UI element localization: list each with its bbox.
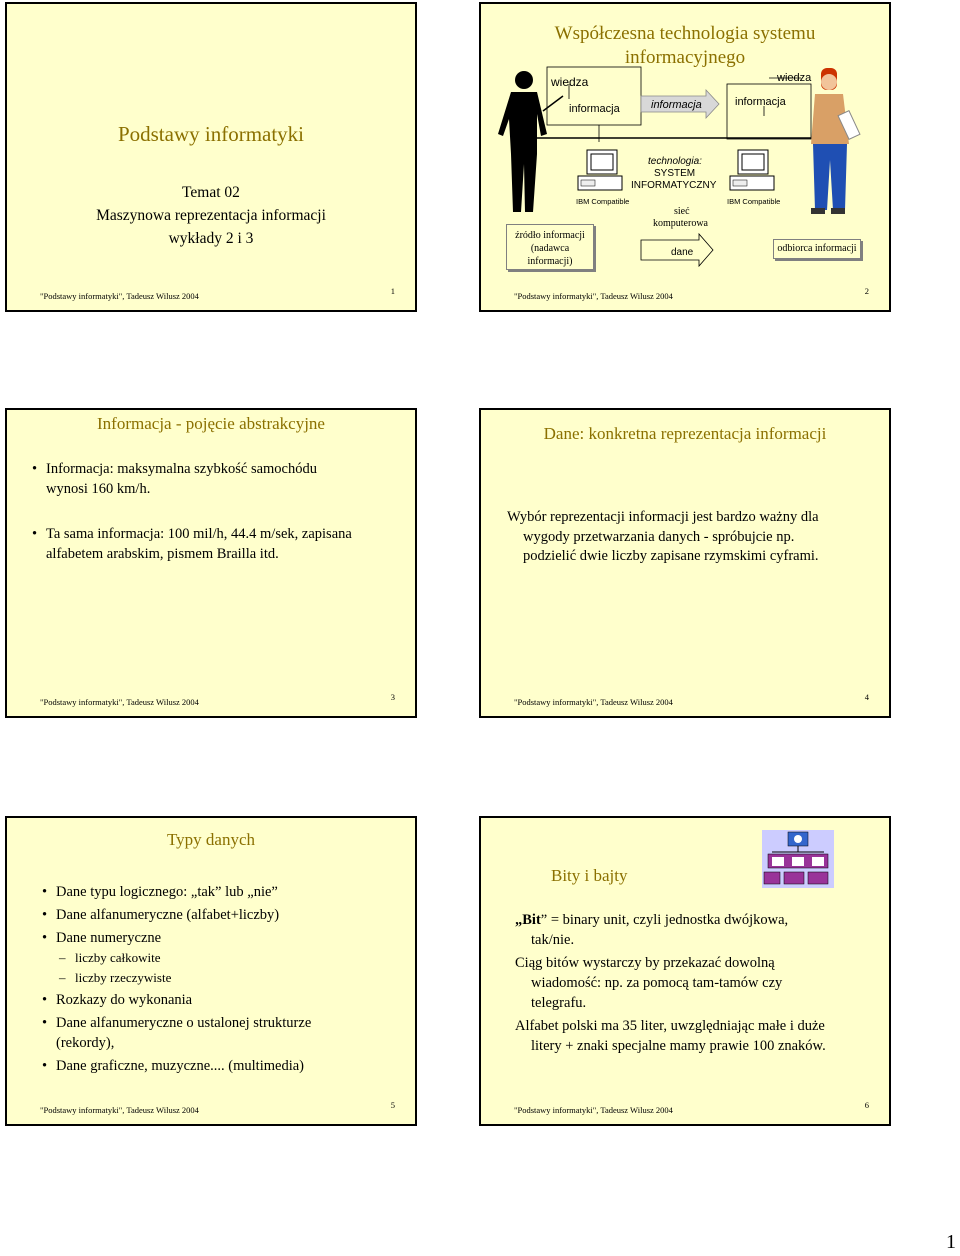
title-line: informacyjnego — [624, 47, 746, 68]
label-informacja-right: informacja — [735, 96, 786, 108]
bullet-item: • Dane alfanumeryczne (alfabet+liczby) — [39, 905, 311, 925]
label-technologia: technologia: — [648, 156, 702, 167]
slide-subtitle — [7, 181, 415, 250]
label-informatyczny: INFORMATYCZNY — [631, 180, 717, 191]
network-bits-icon — [762, 830, 834, 888]
slide-footer: "Podstawy informatyki", Tadeusz Wilusz 2004 — [40, 291, 199, 301]
bullet-item: • Dane typu logicznego: „tak” lub „nie” — [39, 882, 311, 902]
slide-body — [515, 910, 826, 1056]
text: Informacja: maksymalna szybkość samochódu — [46, 461, 317, 477]
slide-footer: "Podstawy informatyki", Tadeusz Wilusz 2004 — [40, 1105, 199, 1115]
label-siec: sieć — [674, 206, 690, 217]
bullet-item — [39, 1013, 311, 1053]
slide-number: 2 — [864, 286, 869, 296]
source-box — [506, 224, 594, 270]
receiver-figure — [811, 68, 860, 214]
sub-bullet-item: – liczby rzeczywiste — [39, 968, 311, 988]
slide-footer: "Podstawy informatyki", Tadeusz Wilusz 2004 — [514, 1105, 673, 1115]
bullet-item — [29, 460, 352, 499]
label-informacja-left: informacja — [569, 103, 620, 115]
bullet-list — [29, 460, 352, 564]
topic-line: Temat 02 — [182, 184, 240, 201]
topic-line: wykłady 2 i 3 — [168, 230, 254, 247]
body-line: tak/nie. — [531, 932, 575, 948]
text: Ta sama informacja: 100 mil/h, 44.4 m/sek, zapisana — [46, 526, 352, 542]
slide-number: 4 — [864, 692, 869, 702]
slide-4 — [479, 408, 891, 718]
text: alfabetem arabskim, pismem Brailla itd. — [46, 545, 279, 562]
slide-3 — [5, 408, 417, 718]
slide-6 — [479, 816, 891, 1126]
label-komputerowa: komputerowa — [653, 218, 708, 229]
text: wynosi 160 km/h. — [46, 480, 151, 497]
bullet-list — [39, 882, 311, 1076]
body-line: wygody przetwarzania danych - spróbujcie np. — [523, 528, 795, 545]
slide-title: Dane: konkretna reprezentacja informacji — [543, 424, 827, 443]
body-line: podzielić dwie liczby zapisane rzymskimi cyframi. — [523, 548, 819, 564]
label-ibm-right: IBM Compatible — [727, 197, 781, 206]
slide-number: 1 — [390, 286, 395, 296]
source-line: (nadawca — [530, 243, 570, 254]
slide-number: 5 — [390, 1100, 395, 1110]
text: (rekordy), — [56, 1035, 115, 1051]
title-line: Współczesna technologia systemu — [554, 23, 816, 44]
text: Dane alfanumeryczne o ustalonej strukturze — [56, 1015, 312, 1031]
body-line: telegrafu. — [531, 995, 587, 1011]
body-line: Alfabet polski ma 35 liter, uwzględniając małe i duże — [515, 1018, 825, 1034]
source-line: informacji) — [527, 256, 573, 267]
slide-5 — [5, 816, 417, 1126]
label-ibm-left: IBM Compatible — [576, 197, 630, 206]
body-line: Ciąg bitów wystarczy by przekazać dowolną — [515, 955, 775, 971]
slide-title: Informacja - pojęcie abstrakcyjne — [97, 414, 325, 433]
body-line: Wybór reprezentacji informacji jest bardzo ważny dla — [507, 509, 819, 525]
body-line: litery + znaki specjalne mamy prawie 100 znaków. — [531, 1038, 826, 1054]
bullet-item: • Dane graficzne, muzyczne.... (multimedia) — [39, 1056, 311, 1076]
slide-number: 6 — [864, 1100, 869, 1110]
bit-term: „Bit — [515, 912, 541, 928]
receiver-box: odbiorca informacji — [773, 239, 861, 259]
topic-line: Maszynowa reprezentacja informacji — [96, 207, 326, 224]
text: ” = binary unit, czyli jednostka dwójkowa, — [540, 912, 789, 928]
page-number: 1 — [946, 1231, 956, 1253]
slide-body — [507, 508, 819, 567]
speaker-figure — [498, 71, 547, 212]
sub-bullet-item: – liczby całkowite — [39, 948, 311, 968]
body-line: wiadomość: np. za pomocą tam-tamów czy — [531, 975, 783, 991]
slide-number: 3 — [390, 692, 395, 702]
slide-1 — [5, 2, 417, 312]
slide-title: Bity i bajty — [551, 866, 628, 885]
bullet-item: • Rozkazy do wykonania — [39, 990, 311, 1010]
slide-footer: "Podstawy informatyki", Tadeusz Wilusz 2004 — [514, 291, 673, 301]
computer-icon — [578, 150, 622, 190]
paragraph — [515, 910, 826, 930]
slide-footer: "Podstawy informatyki", Tadeusz Wilusz 2004 — [40, 697, 199, 707]
label-wiedza-left: wiedza — [551, 75, 589, 89]
bullet-item: • Dane numeryczne — [39, 928, 311, 948]
bullet-item — [29, 525, 352, 564]
label-dane: dane — [671, 247, 694, 258]
label-informacja-mid: informacja — [651, 99, 702, 111]
computer-icon — [730, 150, 774, 190]
label-wiedza-right: wiedza — [777, 72, 812, 84]
slide-footer: "Podstawy informatyki", Tadeusz Wilusz 2004 — [514, 697, 673, 707]
source-line: źródło informacji — [515, 230, 585, 241]
slide-title: Podstawy informatyki — [117, 122, 305, 146]
slide-title: Typy danych — [166, 830, 256, 849]
slide-2 — [479, 2, 891, 312]
label-system: SYSTEM — [654, 168, 696, 179]
